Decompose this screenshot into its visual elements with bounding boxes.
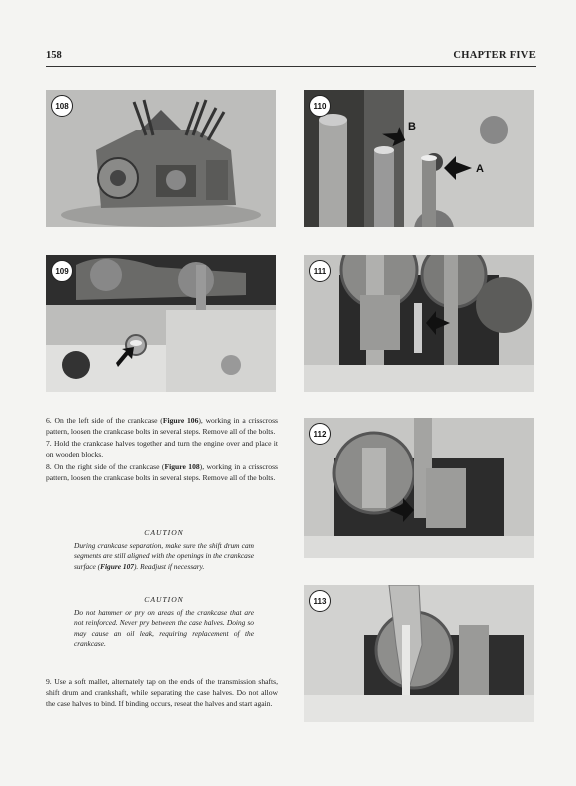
figure-number-badge: 112 (309, 423, 331, 445)
step-6-text-cont: ), working in a crisscross pattern, loosen the crankcase bolts in several steps. Remove all of the bolts. (46, 416, 278, 436)
caution-text-a: During crankcase separation, make sure the shift drum cam segments are still aligned with the openings in the crankcase surface ( (74, 540, 254, 571)
step-8-text-cont: ), working in a crisscross pattern, loosen the crankcase bolts in several steps. Remove all of the bolts. (46, 462, 278, 482)
caution-text-b: ). Readjust if necessary. (133, 561, 205, 571)
procedure-step-9 (46, 676, 278, 710)
figure-number-badge: 109 (51, 260, 73, 282)
callout-a: A (476, 163, 484, 175)
step-8 (46, 461, 278, 483)
soft-mallet-illustration (304, 585, 534, 722)
caution-text (74, 541, 254, 573)
page-header (46, 50, 536, 67)
caution-box-2 (74, 595, 254, 650)
chapter-title: CHAPTER FIVE (453, 50, 536, 61)
step-9: 9. Use a soft mallet, alternately tap on the ends of the transmission shafts, shift drum and crankshaft, while separating the case halves. Do not allow the case halves to bind. If binding occurs, reseat the halves and start again. (46, 677, 278, 708)
figure-111-photo (304, 255, 534, 392)
crankcase-gears-illustration (46, 255, 276, 392)
step-7: 7. Hold the crankcase halves together and turn the engine over and place it on wooden blocks. (46, 439, 278, 459)
engine-illustration (46, 90, 276, 227)
figure-number-badge: 110 (309, 95, 331, 117)
figure-reference: Figure 107 (100, 561, 134, 571)
gear-shaft-illustration (304, 418, 534, 558)
shift-drum-illustration (304, 255, 534, 392)
caution-title: CAUTION (144, 595, 184, 604)
figure-number-badge: 113 (309, 590, 331, 612)
crankcase-dowel-illustration (304, 90, 534, 227)
figure-number-badge: 108 (51, 95, 73, 117)
caution-title: CAUTION (144, 528, 184, 537)
figure-reference: Figure 106 (162, 416, 199, 425)
figure-reference: Figure 108 (164, 462, 200, 471)
step-8-text: 8. On the right side of the crankcase ( (46, 462, 165, 471)
figure-113-photo (304, 585, 534, 722)
caution-text: Do not hammer or pry on areas of the crankcase that are not reinforced. Never pry between the case halves. Doing so may cause an oil leak, requiring replacement of the crankcase. (74, 607, 254, 648)
figure-number-badge: 111 (309, 260, 331, 282)
figure-112-photo (304, 418, 534, 558)
caution-box-1 (74, 528, 254, 572)
figure-108-engine-photo (46, 90, 276, 227)
page-number: 158 (46, 50, 62, 61)
step-6 (46, 415, 278, 437)
procedure-steps-6-8 (46, 415, 278, 484)
figure-109-photo (46, 255, 276, 392)
step-6-text: 6. On the left side of the crankcase ( (46, 416, 163, 425)
callout-b: B (408, 121, 416, 133)
figure-110-photo (304, 90, 534, 227)
